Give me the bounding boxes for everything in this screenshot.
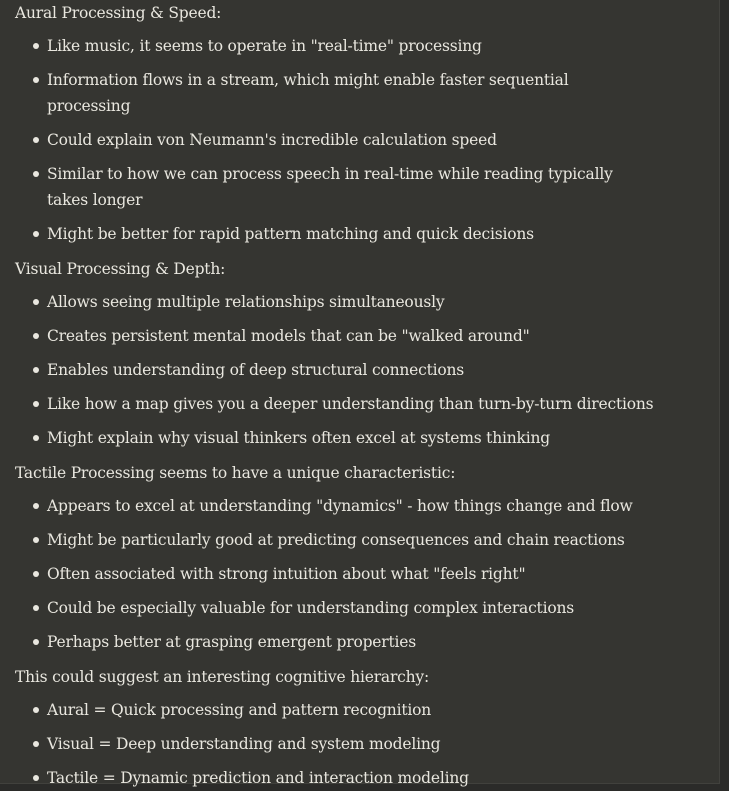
list-item: Like music, it seems to operate in "real-time" processing (15, 33, 655, 59)
list-item: Similar to how we can process speech in real-time while reading typically takes longer (15, 161, 655, 213)
list-item: Might be particularly good at predicting consequences and chain reactions (15, 527, 655, 553)
list-item: Perhaps better at grasping emergent properties (15, 629, 655, 655)
list-item: Enables understanding of deep structural connections (15, 357, 655, 383)
list-item: Could be especially valuable for understanding complex interactions (15, 595, 655, 621)
list-item: Could explain von Neumann's incredible calculation speed (15, 127, 655, 153)
section-heading: This could suggest an interesting cognitive hierarchy: (15, 668, 430, 686)
list-item: Tactile = Dynamic prediction and interaction modeling (15, 765, 655, 791)
list-item: Allows seeing multiple relationships simultaneously (15, 289, 655, 315)
bullet-list (15, 493, 655, 655)
bullet-list (15, 289, 655, 451)
list-item: Information flows in a stream, which might enable faster sequential processing (15, 67, 655, 119)
bullet-list (15, 33, 655, 247)
bullet-list (15, 697, 655, 791)
list-item: Might be better for rapid pattern matching and quick decisions (15, 221, 655, 247)
list-item: Might explain why visual thinkers often excel at systems thinking (15, 425, 655, 451)
section-heading: Tactile Processing seems to have a unique characteristic: (15, 464, 456, 482)
list-item: Like how a map gives you a deeper understanding than turn-by-turn directions (15, 391, 655, 417)
list-item: Appears to excel at understanding "dynamics" - how things change and flow (15, 493, 655, 519)
list-item: Creates persistent mental models that can be "walked around" (15, 323, 655, 349)
list-item: Often associated with strong intuition about what "feels right" (15, 561, 655, 587)
section-heading: Visual Processing & Depth: (15, 260, 226, 278)
message-content (15, 0, 655, 791)
list-item: Visual = Deep understanding and system modeling (15, 731, 655, 757)
list-item: Aural = Quick processing and pattern recognition (15, 697, 655, 723)
section-heading: Aural Processing & Speed: (15, 4, 222, 22)
